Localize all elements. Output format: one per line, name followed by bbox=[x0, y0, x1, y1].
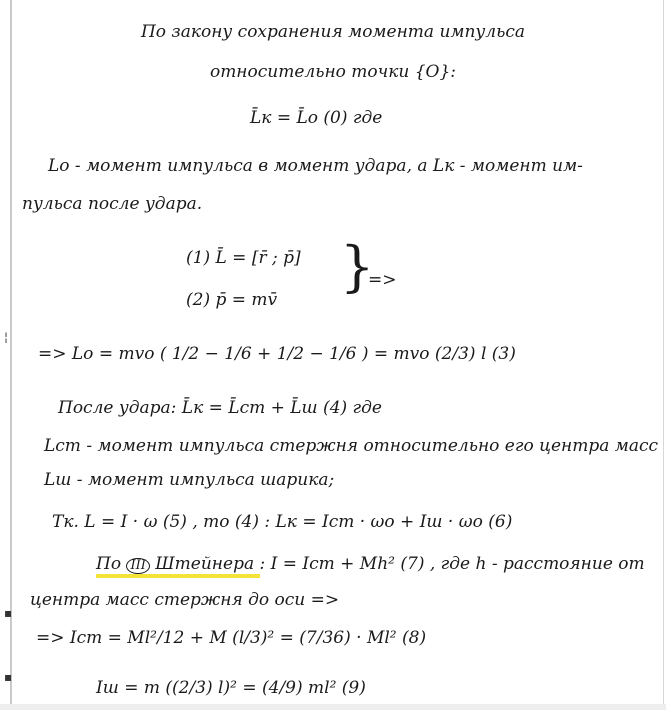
margin-mark-3: ▪ bbox=[4, 670, 13, 684]
heading-line-2: относительно точки {O}: bbox=[209, 62, 457, 82]
equation-5-6: Тк. L = I · ω (5) , то (4) : Lк = Iст · ωо + Iш · ωо (6) bbox=[52, 512, 513, 532]
definition-line-2: пульса после удара. bbox=[22, 194, 203, 214]
margin-mark-2: ▪ bbox=[4, 606, 13, 620]
ball-momentum-definition: Lш - момент импульса шарика; bbox=[44, 470, 335, 490]
implies-arrow: => bbox=[368, 270, 397, 290]
steiner-highlight bbox=[96, 554, 260, 578]
steiner-formula: : I = Iст + Mh² (7) , где h - расстояние от bbox=[259, 554, 645, 574]
rod-momentum-definition: Lст - момент импульса стержня относительно его центра масс bbox=[44, 436, 659, 456]
brace-symbol: } bbox=[340, 235, 375, 298]
margin-mark: ¦ bbox=[4, 330, 9, 344]
equation-1: (1) L̄ = [r̄ ; p̄] bbox=[186, 248, 301, 268]
bottom-scrollbar-area bbox=[0, 704, 666, 710]
theorem-number-circle: III bbox=[126, 558, 149, 574]
equation-3: => Lо = mvо ( 1/2 − 1/6 + 1/2 − 1/6 ) = mvо (2/3) l (3) bbox=[38, 344, 516, 364]
after-impact-line: После удара: L̄к = L̄ст + L̄ш (4) где bbox=[58, 398, 382, 418]
equation-0: L̄к = L̄о (0) где bbox=[250, 108, 383, 128]
equation-9: Iш = m ((2/3) l)² = (4/9) ml² (9) bbox=[96, 678, 366, 698]
definition-line-1: Lо - момент импульса в момент удара, а Lк - момент им- bbox=[48, 156, 583, 176]
steiner-line bbox=[96, 554, 645, 574]
steiner-line-2: центра масс стержня до оси => bbox=[30, 590, 340, 610]
equation-2: (2) p̄ = mv̄ bbox=[186, 290, 278, 310]
steiner-word: Штейнера bbox=[155, 554, 255, 574]
heading-line-1: По закону сохранения момента импульса bbox=[140, 22, 526, 42]
steiner-prefix: По bbox=[96, 554, 122, 574]
equation-8: => Iст = Ml²/12 + M (l/3)² = (7/36) · Ml² (8) bbox=[36, 628, 427, 648]
